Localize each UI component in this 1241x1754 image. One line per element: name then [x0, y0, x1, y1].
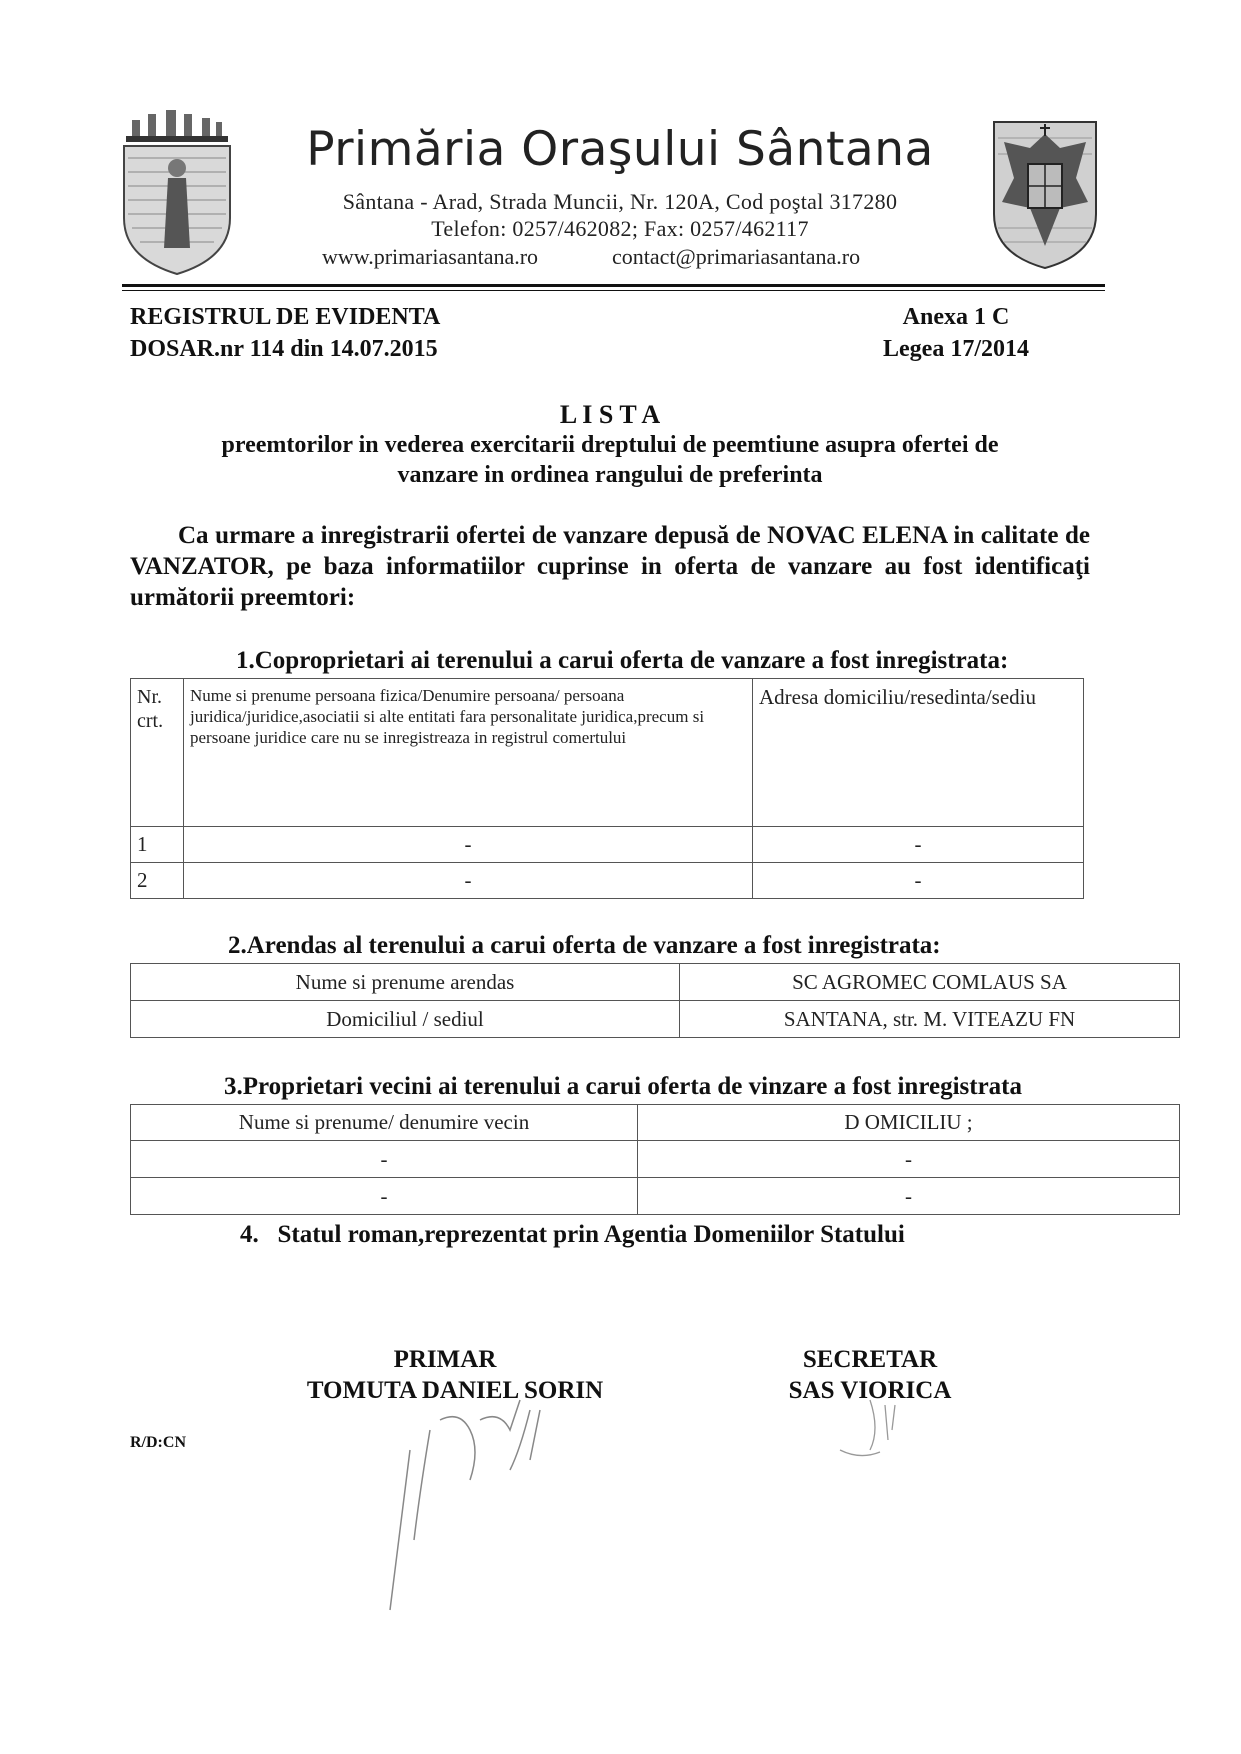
tenant-table — [130, 963, 1180, 1038]
row-nr: 1 — [131, 827, 184, 863]
row-name: - — [131, 1141, 638, 1178]
tenant-name-label: Nume si prenume arendas — [131, 964, 680, 1001]
table-row — [131, 863, 1084, 899]
city-coat-of-arms-icon — [118, 108, 236, 276]
mayor-signature — [370, 1370, 590, 1620]
coowners-table — [130, 678, 1084, 899]
institution-address: Sântana - Arad, Strada Muncii, Nr. 120A, Cod poştal 317280 — [342, 189, 898, 214]
table-row — [131, 1001, 1180, 1038]
table-header-row — [131, 679, 1084, 827]
document-subtitle-line1: preemtorilor in vederea exercitarii dreptului de peemtiune asupra ofertei de — [221, 432, 999, 458]
institution-phone: Telefon: 0257/462082; Fax: 0257/462117 — [431, 216, 809, 241]
table-row — [131, 827, 1084, 863]
document-subtitle-line2: vanzare in ordinea rangului de preferinta — [397, 462, 823, 488]
col-nr-header: Nr. crt. — [131, 679, 184, 827]
header-divider-thick — [122, 284, 1105, 287]
mayor-name: TOMUTA DANIEL SORIN — [306, 1377, 604, 1404]
row-name: - — [131, 1178, 638, 1215]
table-header-row — [131, 1105, 1180, 1141]
col-neighbour-address-header: D OMICILIU ; — [638, 1105, 1180, 1141]
table-row — [131, 964, 1180, 1001]
header-divider-thin — [122, 290, 1105, 291]
row-address: - — [753, 863, 1084, 899]
row-address: - — [638, 1178, 1180, 1215]
law-label: Legea 17/2014 — [883, 336, 1029, 362]
annex-label: Anexa 1 C — [902, 304, 1010, 330]
institution-email: contact@primariasantana.ro — [612, 244, 861, 269]
neighbours-table — [130, 1104, 1180, 1215]
intro-paragraph: Ca urmare a inregistrarii ofertei de vanzare depusă de NOVAC ELENA in calitate de VANZATOR, pe baza informatiilor cuprinse in oferta de vanzare au fost identificaţi următorii preemtori: — [130, 522, 1090, 611]
table-row — [131, 1178, 1180, 1215]
section3-title: 3.Proprietari vecini ai terenului a carui oferta de vinzare a fost inregistrata — [224, 1073, 1022, 1100]
secretary-name: SAS VIORICA — [788, 1377, 952, 1404]
section1-title: 1.Coproprietari ai terenului a carui oferta de vanzare a fost inregistrata: — [236, 647, 1009, 674]
section2-title: 2.Arendas al terenului a carui oferta de vanzare a fost inregistrata: — [228, 932, 941, 959]
registry-title: REGISTRUL DE EVIDENTA — [130, 304, 441, 330]
tenant-name-value: SC AGROMEC COMLAUS SA — [680, 964, 1180, 1001]
romania-coat-of-arms-icon — [990, 118, 1100, 270]
mayor-title: PRIMAR — [393, 1346, 497, 1373]
col-neighbour-name-header: Nume si prenume/ denumire vecin — [131, 1105, 638, 1141]
secretary-signature — [800, 1390, 920, 1470]
section4-title: 4. Statul roman,reprezentat prin Agentia Domeniilor Statului — [240, 1221, 905, 1248]
institution-website: www.primariasantana.ro — [322, 244, 539, 269]
row-name: - — [184, 827, 753, 863]
row-address: - — [638, 1141, 1180, 1178]
table-row — [131, 1141, 1180, 1178]
tenant-address-value: SANTANA, str. M. VITEAZU FN — [680, 1001, 1180, 1038]
row-address: - — [753, 827, 1084, 863]
document-title: L I S T A — [559, 400, 661, 429]
institution-title: Primăria Oraşului Sântana — [306, 122, 934, 177]
row-name: - — [184, 863, 753, 899]
file-number: DOSAR.nr 114 din 14.07.2015 — [130, 336, 438, 362]
col-address-header: Adresa domiciliu/resedinta/sediu — [753, 679, 1084, 827]
secretary-title: SECRETAR — [802, 1346, 938, 1373]
reference-code: R/D:CN — [130, 1434, 186, 1451]
row-nr: 2 — [131, 863, 184, 899]
tenant-address-label: Domiciliul / sediul — [131, 1001, 680, 1038]
col-name-header: Nume si prenume persoana fizica/Denumire persoana/ persoana juridica/juridice,asociatii si alte entitati fara personalitate juridica,precum si persoane juridice care nu se inregistreaza in registrul comertului — [184, 679, 753, 827]
